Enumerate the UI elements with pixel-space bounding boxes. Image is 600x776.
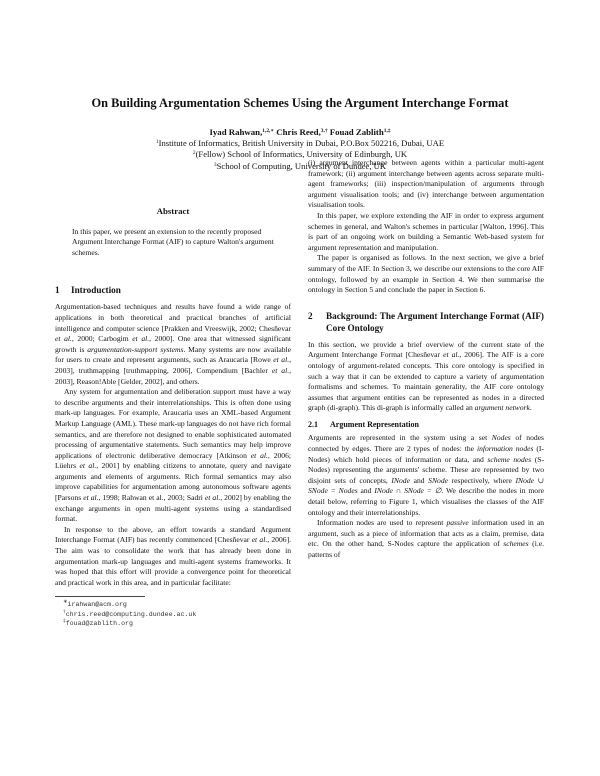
paragraph: (i) argument interchange between agents within a particular multi-agent framework; (ii) argument interchange between agents across separate multi-agent frameworks; (iii) inspection/manipulation of arguments through argument visualisation tools; and (iv) interchange between argumentation visualisation tools. bbox=[308, 158, 544, 210]
subsection-number: 2.1 bbox=[308, 419, 318, 429]
section-title: Introduction bbox=[71, 285, 121, 296]
footnote-email: chris.reed@computing.dundee.ac.uk bbox=[65, 610, 197, 618]
abstract-text: In this paper, we present an extension to the recently proposed Argument Interchange Format (AIF) to capture Walton's argument schemes. bbox=[72, 226, 274, 257]
author-marks: 1,2,∗ bbox=[262, 128, 275, 134]
left-column bbox=[55, 206, 291, 629]
author-names bbox=[40, 127, 560, 138]
author-name: Fouad Zablith bbox=[329, 127, 384, 137]
section-number: 2 bbox=[308, 310, 313, 321]
abstract-heading: Abstract bbox=[156, 206, 190, 216]
author-marks: 3,† bbox=[320, 128, 328, 134]
footnote: †chris.reed@computing.dundee.ac.uk bbox=[63, 608, 197, 618]
paragraph: Information nodes are used to represent passive information used in an argument, such as a piece of information that acts as a claim, premise, data etc. On the other hand, S-Nodes capture the application of schemes (i.e. patterns of bbox=[308, 518, 544, 559]
footnote: ∗irahwan@acm.org bbox=[63, 599, 127, 609]
section-heading bbox=[308, 310, 544, 334]
footnote-email: fouad@zablith.org bbox=[65, 620, 133, 628]
section-title: Background: The Argument Interchange Format (AIF) Core Ontology bbox=[326, 310, 544, 333]
paragraph: In response to the above, an effort towards a standard Argument Interchange Format (AIF) has recently commenced [Chesñevar et al., 2006]. The aim was to consolidate the work that has already been done in argumentation mark-up languages and multi-agent systems frameworks. It was hoped that this effort will provide a convergence point for theoretical and practical work in this area, and in particular facilitate: bbox=[55, 524, 292, 587]
subsection-title: Argument Representation bbox=[330, 419, 419, 429]
affiliation-mark: 2 bbox=[192, 150, 196, 157]
paragraph: In this section, we provide a brief overview of the current state of the Argument Interchange Format [Chesñevar et al., 2006]. The AIF is a core ontology of argument-related concepts. This core ontology is specified in such a way that it can be extended to capture a variety of argumentation formalisms and schemes. To maintain generality, the AIF core ontology assumes that argument entities can be represented as nodes in a directed graph (di-graph). This di-graph is informally called an argument network. bbox=[308, 339, 544, 413]
footnote-email: irahwan@acm.org bbox=[67, 601, 127, 609]
affiliation bbox=[40, 138, 560, 149]
paragraph: In this paper, we explore extending the AIF in order to express argument schemes in general, and Walton's schemes in particular [Walton, 1996]. This is part of an ongoing work on building a Semantic Web-based system for argument representation and manipulation. bbox=[308, 210, 544, 252]
affiliation-text: Institute of Informatics, British University in Dubai, P.O.Box 502216, Dubai, UAE bbox=[158, 138, 445, 149]
subsection-heading bbox=[308, 420, 544, 431]
paragraph: Argumentation-based techniques and results have found a wide range of applications in both theoretical and practical branches of artificial intelligence and computer science [Prakken and Vreeswijk, 2002; Chesñevar et al., 2000; Carbogim et al., 2000]. One area that witnessed significant growth is argumentation-support systems. Many systems are now available for users to create and represent arguments, such as Araucaria [Rowe et al., 2003], truthmapping [truthmapping, 2006], Compendium [Bachler et al., 2003], Reason!Able [Gelder, 2002], and others. bbox=[55, 302, 291, 386]
section-number: 1 bbox=[55, 285, 60, 296]
author-name: Iyad Rahwan, bbox=[209, 127, 263, 137]
affiliation-mark: 1 bbox=[155, 139, 159, 146]
affiliation-text: School of Computing, University of Dundee, UK bbox=[216, 160, 387, 171]
paragraph: Any system for argumentation and deliberation support must have a way to describe arguments and their interrelationships. This is often done using mark-up languages. For example, Araucaria uses an XML-based Argument Markup Language (AML). These mark-up languages do not have rich formal semantics, and are therefore not designed to enable sophisticated automated processing of argumentative statements. Such semantics may help improve applications of electronic deliberative democracy [Atkinson et al., 2006; Lüehrs et al., 2001] by enabling citizens to annotate, query and navigate arguments and elements of arguments. Rich formal semantics may also improve capabilities for argumentation among autonomous software agents [Parsons et al., 1998; Rahwan et al., 2003; Sadri et al., 2002] by enabling the exchange arguments in open multi-agent systems using a standardised format. bbox=[55, 387, 292, 524]
author-name: Chris Reed, bbox=[276, 127, 321, 137]
paper-title: On Building Argumentation Schemes Using the Argument Interchange Format bbox=[91, 96, 509, 110]
affiliation-text: (Fellow) School of Informatics, University of Edinburgh, UK bbox=[195, 149, 408, 160]
affiliation-mark: 3 bbox=[213, 161, 217, 168]
author-marks: 1,‡ bbox=[383, 128, 391, 134]
section-heading bbox=[55, 284, 291, 296]
right-column bbox=[308, 158, 544, 561]
paragraph: Arguments are represented in the system using a set Nodes of nodes connected by edges. There are 2 types of nodes: the information nodes (I-Nodes) which hold pieces of information or data, and scheme nodes (S-Nodes) representing the arguments' scheme. These are represented by two disjoint sets of concepts, INode and SNode respectively, where INode ∪ SNode = Nodes and INode ∩ SNode = ∅. We describe the nodes in more detail below, referring to Figure 1, which visualises the classes of the AIF ontology and their interrelationships. bbox=[308, 433, 545, 517]
paragraph: The paper is organised as follows. In the next section, we give a brief summary of the AIF. In Section 3, we describe our extensions to the core AIF ontology, followed by an example in Section 4. We then summarise the ontology in Section 5 and conclude the paper in Section 6. bbox=[308, 253, 544, 295]
footnote: ‡fouad@zablith.org bbox=[63, 618, 133, 628]
